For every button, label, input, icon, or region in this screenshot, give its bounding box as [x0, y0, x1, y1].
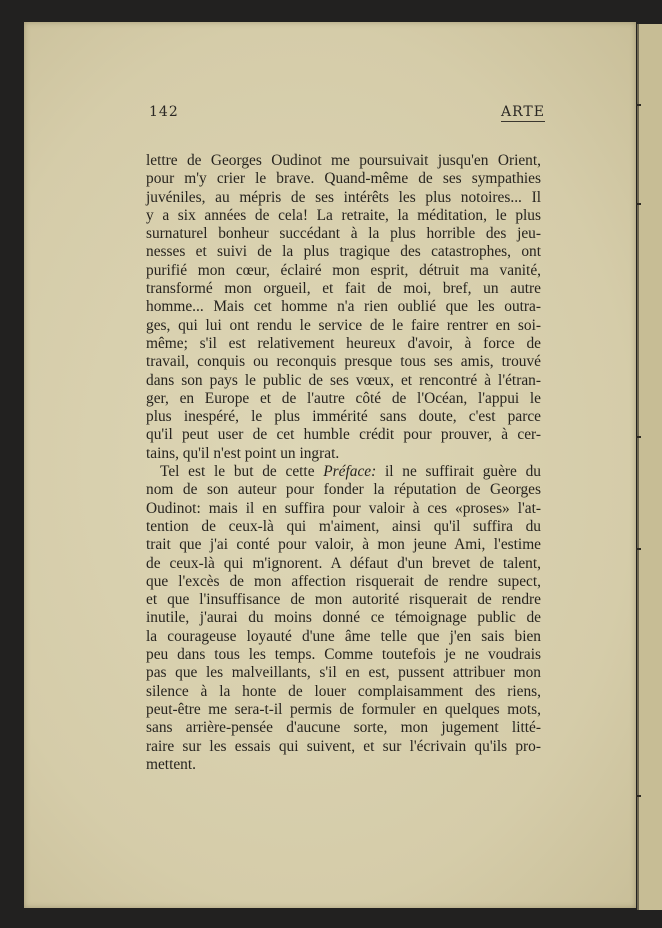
text-line: lettre de Georges Oudinot me poursuivait jusqu'en Orient, [146, 152, 541, 169]
italic-title: Préface: [323, 463, 377, 481]
text-line: transformé mon orgueil, et fait de moi, bref, un autre [146, 280, 541, 298]
edge-mark [636, 795, 641, 797]
text-line: silence à la honte de louer complaisamment des riens, [146, 682, 541, 700]
page-header [149, 104, 545, 126]
text-line: Oudinot: mais il en suffira pour valoir à ces «proses» l'at- [146, 499, 541, 517]
text-line: peu dans tous les temps. Comme toutefois je ne voudrais [146, 646, 541, 664]
text-line [146, 463, 541, 481]
text-line: mettent. [146, 755, 197, 773]
text-line: ges, qui lui ont rendu le service de le faire rentrer en soi- [146, 316, 541, 334]
paragraph-1 [146, 152, 541, 463]
text-line: dans son pays le public de ses vœux, et rencontré à l'étran- [146, 371, 541, 389]
text-line: nom de son auteur pour fonder la réputation de Georges [146, 481, 541, 499]
text-line: surnaturel bonheur succédant à la plus horrible des jeu- [146, 225, 541, 243]
text-line: de ceux-là qui m'ignorent. A défaut d'un brevet de talent, [146, 554, 541, 572]
text-line: nesses et suivi de la plus tragique des catastrophes, ont [146, 243, 541, 261]
edge-mark [636, 104, 641, 106]
text-line: sans arrière-pensée d'aucune sorte, mon jugement litté- [146, 719, 541, 737]
text-line: tention de ceux-là qui m'aiment, ainsi qu'il suffira du [146, 517, 541, 535]
body-text [146, 152, 541, 774]
text-line: raire sur les essais qui suivent, et sur l'écrivain qu'ils pro- [146, 737, 541, 755]
text-line: tains, qu'il n'est point un ingrat. [146, 444, 340, 462]
text-line: ger, en Europe et de l'autre côté de l'Océan, l'appui le [146, 389, 541, 407]
text-line: homme... Mais cet homme n'a rien oublié que les outra- [146, 298, 541, 316]
text-run: Tel est le but de cette [160, 463, 324, 481]
page-number: 142 [149, 104, 179, 120]
text-line: la courageuse loyauté d'une âme telle que j'en sais bien [146, 627, 541, 645]
text-line: travail, conquis ou reconquis presque tous ses amis, trouvé [146, 353, 541, 371]
paragraph-2 [146, 463, 541, 774]
text-line: juvéniles, au mépris de ses intérêts les plus notoires... Il [146, 188, 541, 206]
text-line: que l'excès de mon affection risquerait de rendre supect, [146, 572, 541, 590]
text-line: purifié mon cœur, éclairé mon esprit, détruit ma vanité, [146, 261, 541, 279]
facing-page-edge [637, 24, 662, 910]
text-line: et que l'insuffisance de mon autorité risquerait de rendre [146, 591, 541, 609]
text-line: même; s'il est relativement heureux d'avoir, à force de [146, 334, 541, 352]
edge-mark [636, 548, 641, 550]
edge-mark [636, 436, 641, 438]
text-line: pour m'y crier le brave. Quand-même de ses sympathies [146, 170, 541, 188]
text-line: inutile, j'aurai du moins donné ce témoignage public de [146, 609, 541, 627]
text-run: il ne suffirait guère du [376, 463, 541, 481]
running-head: ARTE [501, 104, 545, 120]
text-line: y a six années de cela! La retraite, la méditation, le plus [146, 206, 541, 224]
text-line: plus inespéré, le plus immérité sans doute, c'est parce [146, 408, 541, 426]
text-line: trait que j'ai conté pour valoir, à mon jeune Ami, l'estime [146, 536, 541, 554]
text-line: qu'il peut user de cet humble crédit pour prouver, à cer- [146, 426, 541, 444]
text-line: peut-être me sera-t-il permis de formuler en quelques mots, [146, 700, 541, 718]
edge-mark [636, 203, 641, 205]
text-line: pas que les malveillants, s'il en est, pussent attribuer mon [146, 664, 541, 682]
